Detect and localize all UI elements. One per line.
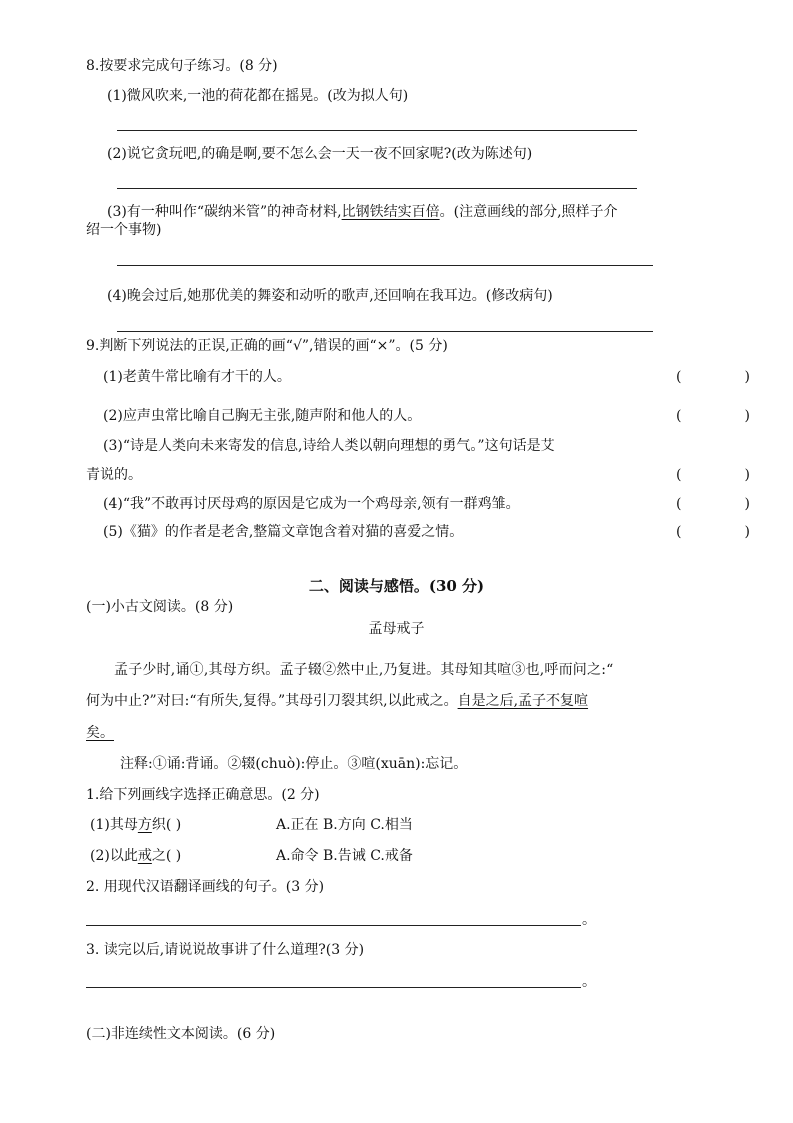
story-notes: 注释:①诵:背诵。②辍(chuò):停止。③喧(xuān):忘记。 [120,756,468,772]
underlined-char-jie: 戒 [137,848,152,864]
q8-item-3-end: 。(注意画线的部分,照样子介 [439,204,618,220]
reading-q1-item-2-options: A.命令 B.告诫 C.戒备 [276,848,413,864]
q9-item-3-cont: 青说的。 [86,467,142,483]
q9-title: 9.判断下列说法的正误,正确的画“√”,错误的画“×”。(5 分) [86,338,448,354]
q9-item-5: (5)《猫》的作者是老舍,整篇文章饱含着对猫的喜爱之情。 [103,524,464,540]
q8-item-1: (1)微风吹来,一池的荷花都在摇晃。(改为拟人句) [107,88,409,104]
q8-item-4: (4)晚会过后,她那优美的舞姿和动听的歌声,还回响在我耳边。(修改病句) [107,288,553,304]
q9-answer-4[interactable]: ( ) [676,496,750,512]
reading-q3-title: 3. 读完以后,请说说故事讲了什么道理?(3 分) [86,942,365,958]
q9-answer-3[interactable]: ( ) [676,467,750,483]
reading-q2-title: 2. 用现代汉语翻译画线的句子。(3 分) [86,879,325,895]
q8-item-3-underlined: 比钢铁结实百倍 [341,204,440,220]
q9-answer-5[interactable]: ( ) [676,524,750,540]
part2-title: 二、阅读与感悟。(30 分) [308,577,485,595]
q8-answer-line-4[interactable] [117,331,653,332]
q8-item-2: (2)说它贪玩吧,的确是啊,要不怎么会一天一夜不回家呢?(改为陈述句) [107,146,533,162]
q8-item-3-cont: 绍一个事物) [86,222,162,238]
q9-item-4: (4)“我”不敢再讨厌母鸡的原因是它成为一个鸡母亲,领有一群鸡雏。 [103,496,520,512]
q8-answer-line-2[interactable] [117,188,637,189]
reading-q1-title: 1.给下列画线字选择正确意思。(2 分) [86,787,320,803]
story-title: 孟母戒子 [368,621,425,637]
story-paragraph-line-1: 孟子少时,诵①,其母方织。孟子辍②然中止,乃复进。其母知其喧③也,呼而问之:“ [114,662,614,678]
q8-answer-line-1[interactable] [117,130,637,131]
q8-title: 8.按要求完成句子练习。(8 分) [86,58,278,74]
q8-item-3-start: (3)有一种叫作“碳纳米管”的神奇材料, [107,204,342,220]
underlined-char-fang: 方 [137,817,152,833]
reading-q3-answer-line[interactable] [86,987,581,988]
section-2-title: (二)非连续性文本阅读。(6 分) [86,1026,276,1042]
q9-item-1: (1)老黄牛常比喻有才干的人。 [103,369,291,385]
q8-answer-line-3[interactable] [117,265,653,266]
q9-answer-1[interactable]: ( ) [676,369,750,385]
q9-answer-2[interactable]: ( ) [676,408,750,424]
reading-q2-period: 。 [582,912,596,928]
story-paragraph-line-3: 矣。 [86,725,114,741]
reading-q2-answer-line[interactable] [86,925,581,926]
story-paragraph-line-2: 何为中止?”对曰:“有所失,复得。”其母引刀裂其织,以此戒之。自是之后,孟子不复喧 [86,693,589,709]
q9-item-3: (3)“诗是人类向未来寄发的信息,诗给人类以朝向理想的勇气。”这句话是艾 [103,438,555,454]
q9-item-2: (2)应声虫常比喻自己胸无主张,随声附和他人的人。 [103,408,422,424]
q8-item-3 [107,202,618,222]
reading-q1-item-2: (2)以此戒之( ) [90,848,182,864]
reading-q1-item-1: (1)其母方织( ) [90,817,182,833]
section-1-title: (一)小古文阅读。(8 分) [86,599,234,615]
reading-q1-item-1-options: A.正在 B.方向 C.相当 [276,817,413,833]
story-underlined-sentence: 自是之后,孟子不复喧 [457,693,589,709]
reading-q3-period: 。 [582,974,596,990]
